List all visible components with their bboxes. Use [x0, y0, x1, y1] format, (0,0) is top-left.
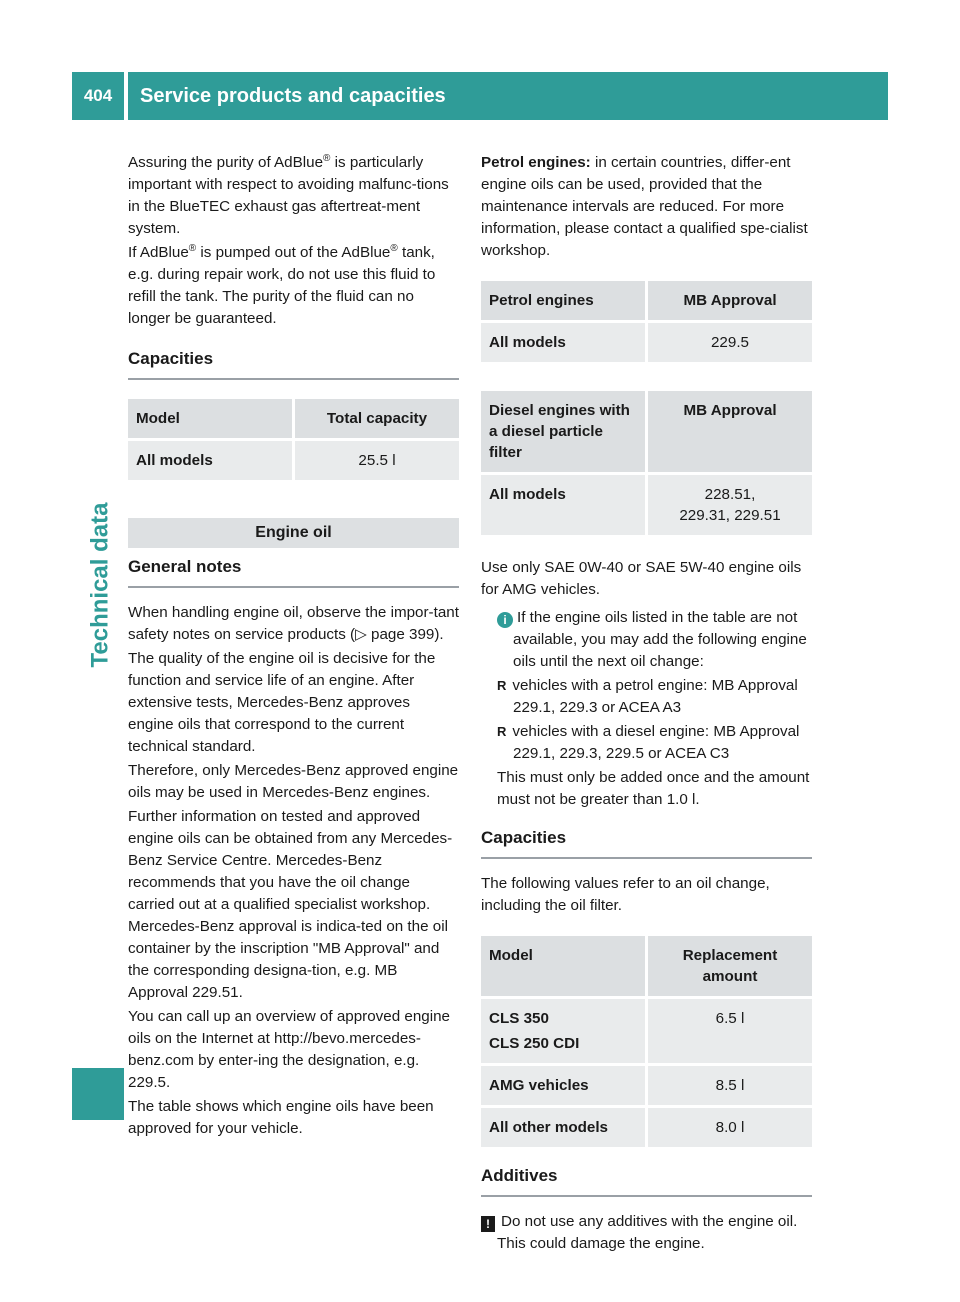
adblue-paragraph-1: Assuring the purity of AdBlue® is particularly important with respect to avoiding malfunc-tions in the BlueTEC exhaust gas aftertreat-ment system. — [128, 152, 449, 237]
warning-icon: ! — [481, 1216, 495, 1232]
table-row — [481, 1065, 812, 1107]
table-header-cell: Model — [481, 935, 647, 998]
engine-oil-section-title: Engine oil — [128, 518, 459, 548]
table-row — [481, 1107, 812, 1148]
table-row — [128, 440, 459, 481]
general-notes-paragraph: Further information on tested and approved engine oils can be obtained from any Mercedes-Benz Service Centre. Mercedes-Benz recommends that you have the oil change carried out at a qualified specialist workshop. Mercedes-Benz approval is indica-ted on the oil container by the inscription "MB Approval" and the corresponding designa-tion, e.g. MB Approval 229.51. — [128, 808, 453, 1001]
table-cell: 228.51, 229.31, 229.51 — [647, 474, 813, 536]
table-header-cell: MB Approval — [647, 280, 813, 322]
table-cell: All models — [128, 440, 294, 481]
table-cell: AMG vehicles — [481, 1065, 647, 1107]
table-cell: All models — [481, 322, 647, 363]
table-header-row — [481, 935, 812, 998]
petrol-engines-paragraph: Petrol engines: in certain countries, differ-ent engine oils can be used, provided that the maintenance intervals are reduced. For more information, please contact a qualified spe-cialist workshop. — [481, 154, 808, 259]
table-header-cell: Petrol engines — [481, 280, 647, 322]
page-reference-link[interactable]: page 399). — [371, 626, 444, 643]
table-row — [481, 322, 812, 363]
table-header-row — [481, 390, 812, 474]
general-notes-paragraph: You can call up an overview of approved engine oils on the Internet at http://bevo.mercedes-benz.com by enter-ing the designation, e.g. 229.5. — [128, 1008, 450, 1091]
left-column — [128, 152, 459, 1142]
petrol-approval-table — [481, 278, 812, 362]
table-header-cell: Diesel engines with a diesel particle filter — [481, 390, 647, 474]
table-header-row — [481, 280, 812, 322]
diesel-approval-table — [481, 388, 812, 535]
table-cell: 6.5 l — [647, 998, 813, 1065]
table-cell: All other models — [481, 1107, 647, 1148]
table-header-cell: MB Approval — [647, 390, 813, 474]
table-row — [481, 474, 812, 536]
bullet-icon: R — [497, 678, 507, 693]
side-tab — [80, 420, 120, 750]
general-notes-paragraph: Therefore, only Mercedes-Benz approved engine oils may be used in Mercedes-Benz engines. — [128, 762, 459, 801]
list-item: R vehicles with a diesel engine: MB Approval 229.1, 229.3, 229.5 or ACEA C3 — [497, 723, 800, 762]
table-cell: 229.5 — [647, 322, 813, 363]
warning-note: ! Do not use any additives with the engine oil. This could damage the engine. — [481, 1211, 812, 1255]
table-cell: 8.0 l — [647, 1107, 813, 1148]
table-header-cell: Replacement amount — [647, 935, 813, 998]
table-header-cell: Model — [128, 398, 294, 440]
side-tab-label: Technical data — [86, 502, 114, 668]
info-note: i If the engine oils listed in the table are not available, you may add the following engine oils until the next oil change: — [481, 607, 812, 673]
table-row — [481, 998, 812, 1065]
table-cell: 8.5 l — [647, 1065, 813, 1107]
page-number: 404 — [72, 72, 124, 120]
oil-capacity-table — [481, 933, 812, 1147]
table-cell: 25.5 l — [294, 440, 460, 481]
additives-heading: Additives — [481, 1165, 812, 1197]
general-notes-paragraph: The table shows which engine oils have been approved for your vehicle. — [128, 1098, 434, 1137]
list-item: R vehicles with a petrol engine: MB Approval 229.1, 229.3 or ACEA A3 — [497, 677, 798, 716]
table-header-cell: Total capacity — [294, 398, 460, 440]
bullet-icon: R — [497, 724, 507, 739]
general-notes-heading: General notes — [128, 556, 459, 588]
table-cell: All models — [481, 474, 647, 536]
capacities-intro: The following values refer to an oil change, including the oil filter. — [481, 875, 770, 914]
adblue-paragraph-2: If AdBlue® is pumped out of the AdBlue® tank, e.g. during repair work, do not use this fluid to refill the tank. The purity of the fluid can no longer be guaranteed. — [128, 242, 436, 327]
capacity-table — [128, 396, 459, 480]
table-cell: CLS 350 CLS 250 CDI — [481, 998, 647, 1065]
info-note-end: This must only be added once and the amount must not be greater than 1.0 l. — [497, 769, 810, 808]
oil-capacities-heading: Capacities — [481, 827, 812, 859]
general-notes-paragraph: The quality of the engine oil is decisive for the function and service life of an engine. After extensive tests, Mercedes-Benz approves engine oils that correspond to the current technical standard. — [128, 650, 436, 755]
page-title: Service products and capacities — [128, 72, 888, 120]
amg-note: Use only SAE 0W-40 or SAE 5W-40 engine oils for AMG vehicles. — [481, 559, 802, 598]
table-header-row — [128, 398, 459, 440]
capacities-heading: Capacities — [128, 348, 459, 380]
side-tab-marker — [72, 1068, 124, 1120]
info-icon: i — [497, 612, 513, 628]
right-column — [481, 152, 812, 1257]
general-notes-paragraph: When handling engine oil, observe the impor-tant safety notes on service products (▷ page 399). — [128, 604, 459, 643]
